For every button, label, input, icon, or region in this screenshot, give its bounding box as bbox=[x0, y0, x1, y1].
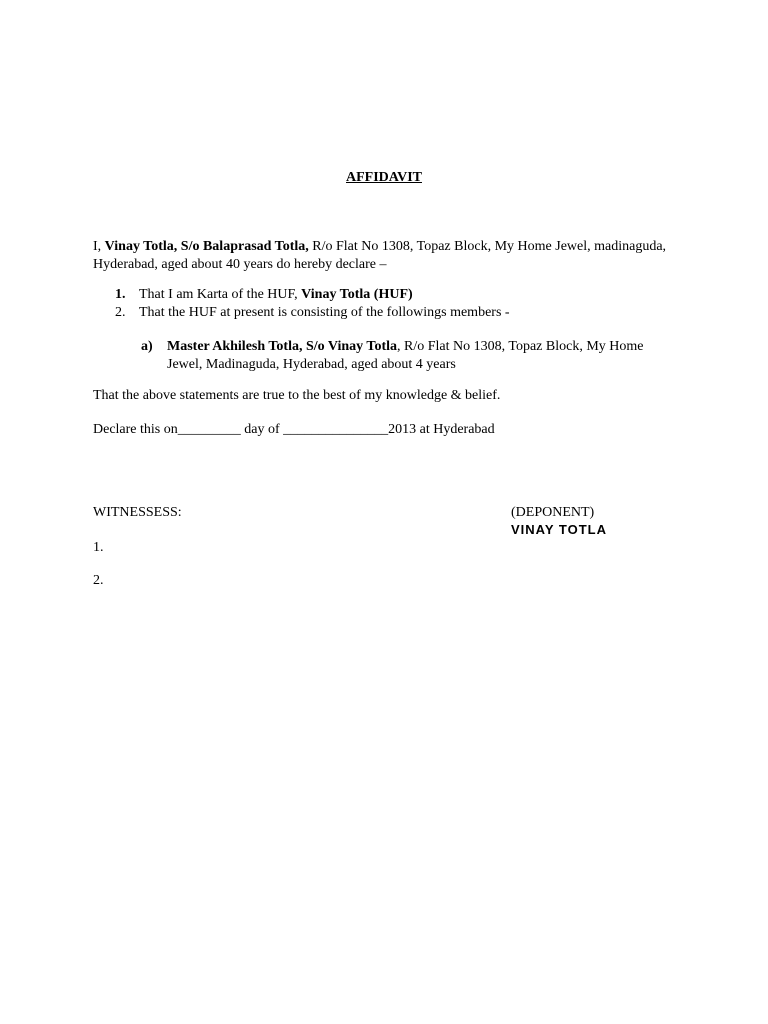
intro-paragraph bbox=[93, 238, 683, 274]
member-marker: a) bbox=[141, 339, 153, 354]
belief-statement: That the above statements are true to the best of my knowledge & belief. bbox=[93, 388, 501, 403]
member-name: Master Akhilesh Totla, S/o Vinay Totla bbox=[167, 339, 398, 354]
member-details: , R/o Flat No 1308, Topaz Block, My Home Jewel, Madinaguda, Hyderabad, aged about 4 years bbox=[167, 339, 644, 372]
document-title: AFFIDAVIT bbox=[346, 170, 422, 185]
list-number: 2. bbox=[115, 305, 126, 320]
intro-prefix: I, bbox=[93, 239, 102, 254]
deponent-label: (DEPONENT) bbox=[511, 505, 595, 520]
declarant-name: Vinay Totla, S/o Balaprasad Totla, bbox=[104, 239, 309, 254]
witness-label: WITNESSESS: bbox=[93, 505, 182, 520]
declaration-list bbox=[93, 286, 693, 322]
witness-2: 2. bbox=[93, 573, 104, 588]
list-item bbox=[93, 286, 693, 304]
declaration-date-line: Declare this on_________ day of _______________2013 at Hyderabad bbox=[93, 422, 495, 437]
intro-rest: R/o Flat No 1308, Topaz Block, My Home Jewel, madinaguda, Hyderabad, aged about 40 years do hereby declare – bbox=[93, 239, 667, 272]
deponent-name: VINAY TOTLA bbox=[511, 522, 608, 537]
member-entry bbox=[131, 338, 671, 374]
list-number: 1. bbox=[115, 287, 126, 302]
witness-1: 1. bbox=[93, 540, 104, 555]
list-text: That I am Karta of the HUF, bbox=[139, 287, 298, 302]
list-text: That the HUF at present is consisting of the followings members - bbox=[139, 305, 510, 320]
list-item bbox=[93, 304, 693, 322]
huf-name: Vinay Totla (HUF) bbox=[301, 287, 413, 302]
